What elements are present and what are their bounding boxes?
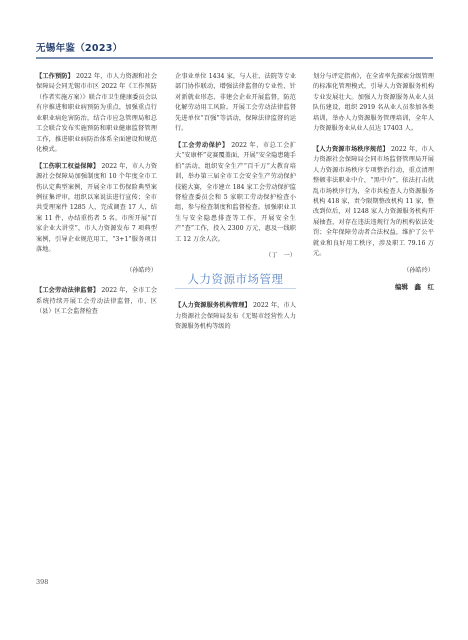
author-credit	[36, 266, 157, 276]
paragraph-text: 2022 年，市人力资源社会保障局会同市场监督管理局开展人力资源市场秩序专项整治行动，重点清理整顿非法职业中介，“黑中介”，依法打击扰乱市场秩序行为，全市共检查人力资源服务机构 418 家，责令限期整改机构 11 家，整改到位后，对 1248 家人力资源服务机构开展抽查，对存在违法违规行为的机构依法处罚；全年保障劳动者合法权益，维护了公平就业和良好用工秩序，涉及职工 79.16 万元。	[313, 145, 435, 258]
paragraph-text: 2022 年，市总工会扩大“安康杯”竞赛覆盖面，开展“安全隐患随手拍”活动，组织安全生产“百千万”大教育培训，举办第三届全市工会安全生产劳动保护技能大赛，全市建立 184 家工会劳动保护监督检查委员会和 5 家职工劳动保护检查小组，参与检查制度和监督检查。加强职业卫生与安全隐患排查等工作，开展安全生产“查”工作，投入 2300 万元，惠及一线职工 12 万余人次。	[175, 141, 296, 243]
author-credit	[313, 266, 434, 276]
paragraph	[313, 145, 434, 260]
paragraph-gap	[313, 135, 434, 145]
page-header-title: 无锡年鉴（2023）	[36, 43, 123, 54]
paragraph-heading: 【工伤职工权益保障】	[36, 162, 100, 170]
paragraph-text: 2022 年，全市工会系统持续开展工会劳动法律监督，市、区（县）区工会监督检查	[36, 287, 158, 316]
paragraph	[175, 141, 296, 246]
paragraph-heading: 【人力资源市场秩序规范】	[313, 145, 389, 153]
section-title: 人力资源市场管理	[175, 274, 296, 289]
header-rule	[36, 57, 433, 59]
paragraph-text: 2022 年，市人力资源社会保障局加强制度和 10 个年度全市工伤认定典型案例，开展全市工伤保险典型案例征集评审，组织以案说法进行宣传；全市共受理案件 1285 人，完成调查 17 人，结案 11 件，办结重伤者 5 名。市所开展“百家企业大讲堂”，市人力资源发布 7 项典型案例，引导企业规范用工，“3+1”服务项目落地。	[36, 162, 158, 254]
paragraph-gap	[36, 256, 157, 266]
author-credit	[175, 251, 296, 261]
paragraph-text: 企事业单位 1434 家，与人社、法院等专业部门协作联动，增强法律监督的专业性、针对新就业形态、非建会企业开展监督，防范化解劳动用工风险。开展工会劳动法律监督先进单位“百强”等活动，保障法律监督的运行。	[175, 73, 296, 133]
paragraph-text: （孙皓玲）	[126, 266, 157, 274]
paragraph	[36, 286, 157, 317]
paragraph-text: 编辑 鑫 红	[395, 283, 434, 292]
paragraph-text: 划分与评定指南》，在全省率先探索分级管理的标准化管理模式，引导人力资源服务机构专业发展壮大。加强人力资源服务从业人员队伍建设，组织 2919 名从业人员参加各类培训，举办人力资源服务管理培训，全年人力资源服务业从业人员达 17403 人。	[313, 73, 434, 133]
column-1	[36, 72, 157, 318]
paragraph-heading: 【人力资源服务机构管理】	[175, 302, 251, 310]
paragraph-text: 2022 年，市人力资源和社会保障局会同无锡市市区 2022 年《工作预防（作者实施方案）》联合市卫生健康委员会以有序推进和职业病预防为重点，加强重点行业职业病危害防治，结合市应急管理局和总工会联合发布实施预防和职业健康监督管理工作，推进职业病防治体系全面建设和规范化模式。	[36, 73, 158, 154]
paragraph-text: （丁 一）	[265, 252, 296, 260]
page-number: 398	[36, 578, 49, 586]
paragraph	[36, 162, 157, 256]
column-2	[175, 72, 296, 333]
paragraph	[175, 301, 296, 332]
paragraph-heading: 【工会劳动法律监督】	[36, 287, 100, 295]
paragraph	[175, 72, 296, 135]
paragraph-heading: 【工会劳动保护】	[175, 141, 229, 149]
paragraph-gap	[36, 276, 157, 286]
column-3	[313, 72, 434, 293]
paragraph-heading: 【工作预防】	[36, 73, 74, 80]
paragraph	[313, 72, 434, 135]
paragraph	[36, 72, 157, 156]
editor-signature	[313, 282, 434, 292]
paragraph-text: 2022 年，市人力资源社会保障局发布《无锡市经营性人力资源服务机构等级的	[175, 302, 297, 331]
paragraph-text: （孙皓玲）	[403, 266, 434, 274]
